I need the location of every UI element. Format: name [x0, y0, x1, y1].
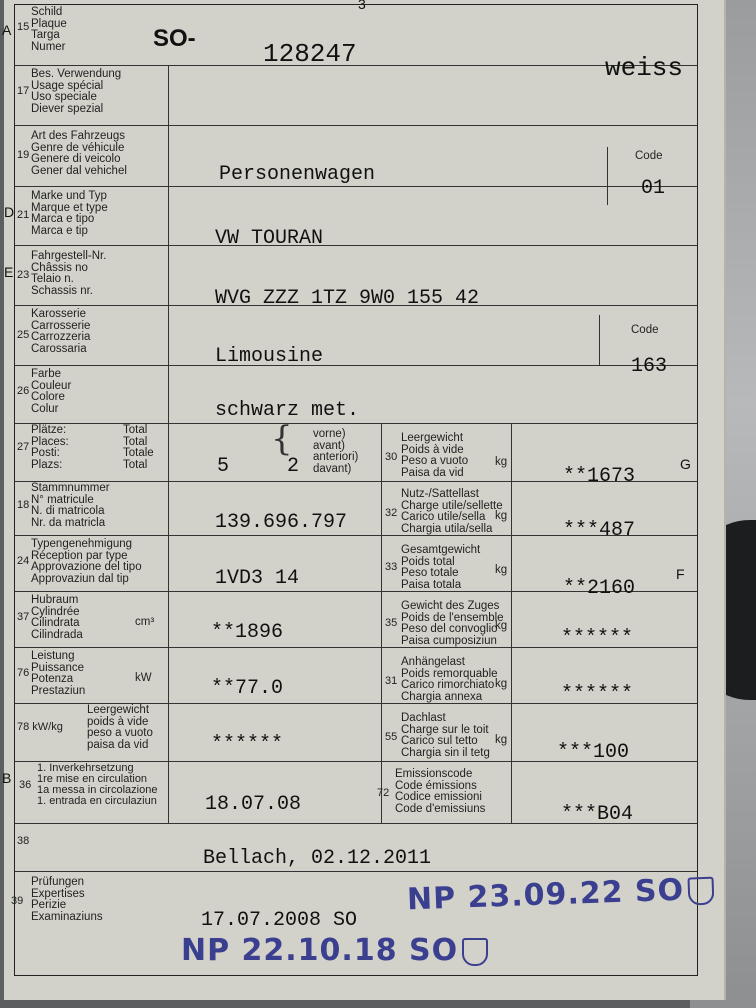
vehicle-kind: Personenwagen [219, 163, 376, 186]
field-55-label: Dachlast Charge sur le toit Carico sul tetto Chargia sin il tetg [401, 712, 490, 759]
field-35-number: 35 [385, 617, 398, 629]
field-15-number: 15 [17, 21, 30, 33]
inspection-stamp-2 [181, 933, 488, 968]
stamp-2-text: NP 22.10.18 SO [181, 933, 459, 968]
field-17-number: 17 [17, 85, 30, 97]
side-letter-e: E [4, 264, 14, 280]
field-72-number: 72 [377, 787, 390, 799]
chassis-number: WVG ZZZ 1TZ 9W0 155 42 [215, 287, 480, 310]
field-32-label: Nutz-/Sattellast Charge utile/sellette Carico utile/sella Chargia utila/sella [401, 488, 503, 535]
inspection-date: 17.07.2008 SO [201, 909, 358, 932]
field-19-number: 19 [17, 149, 30, 161]
field-30-unit: kg [495, 456, 508, 468]
payload: ***487 [563, 519, 636, 542]
field-33-number: 33 [385, 561, 398, 573]
field-24-label: Typengenehmigung Réception par type Approvazione del tipo Approvaziun dal tip [31, 538, 142, 585]
page-number: 3 [358, 0, 366, 12]
power: **77.0 [211, 677, 284, 700]
field-18-label: Stammnummer N° matricule N. di matricola Nr. da matricla [31, 482, 110, 529]
field-27-number: 27 [17, 441, 30, 453]
field-76-unit: kW [135, 672, 152, 684]
field-32-unit: kg [495, 510, 508, 522]
field-32-number: 32 [385, 507, 398, 519]
field-35-unit: kg [495, 620, 508, 632]
field-23-label: Fahrgestell-Nr. Châssis no Telaio n. Schassis nr. [31, 250, 107, 297]
body-type: Limousine [215, 345, 324, 368]
field-23-number: 23 [17, 269, 30, 281]
displacement: **1896 [211, 621, 284, 644]
field-31-number: 31 [385, 675, 398, 687]
field-19-code-label: Code [635, 150, 663, 162]
plate-number: 128247 [263, 39, 357, 69]
field-55-unit: kg [495, 734, 508, 746]
field-26-number: 26 [17, 385, 30, 397]
field-30-number: 30 [385, 451, 398, 463]
field-55-number: 55 [385, 731, 398, 743]
field-36-label: 1. Inverkehrsetzung 1re mise en circulation 1a messa in circolazione 1. entrada en circulaziun [37, 762, 158, 807]
first-registration: 18.07.08 [205, 793, 302, 816]
field-19-label: Art des Fahrzeugs Genre de véhicule Genere di veicolo Gener dal vehichel [31, 130, 127, 177]
field-27-label: Plätze: Places: Posti: Plazs: [31, 424, 69, 471]
field-39-number: 39 [11, 895, 24, 907]
field-25-label: Karosserie Carrosserie Carrozzeria Carossaria [31, 308, 91, 355]
field-21-number: 21 [17, 209, 30, 221]
side-letter-a: A [2, 22, 12, 38]
seats-front: 2 [287, 455, 300, 478]
field-36-number: 36 [19, 779, 32, 791]
vehicle-registration-document [4, 0, 726, 1000]
field-27-total-label: Total Total Totale Total [123, 424, 154, 471]
field-26-label: Farbe Couleur Colore Colur [31, 368, 72, 415]
field-39-label: Prüfungen Expertises Perizie Examinaziuns [31, 876, 103, 923]
field-25-code-label: Code [631, 324, 659, 336]
field-18-number: 18 [17, 499, 30, 511]
field-31-unit: kg [495, 678, 508, 690]
plate-prefix: SO- [153, 25, 196, 52]
make-and-type: VW TOURAN [215, 227, 324, 250]
power-to-weight: ****** [211, 733, 284, 756]
field-33-unit: kg [495, 564, 508, 576]
field-35-label: Gewicht des Zuges Poids de l'ensemble Peso del convoglio Paisa cumposiziun [401, 600, 504, 647]
field-19-code: 01 [641, 177, 666, 200]
canton-shield-icon [462, 938, 488, 966]
field-76-label: Leistung Puissance Potenza Prestaziun [31, 650, 86, 697]
field-24-number: 24 [17, 555, 30, 567]
field-25-code: 163 [631, 355, 668, 378]
seats-total: 5 [217, 455, 230, 478]
brace: { [271, 419, 293, 459]
total-weight: **2160 [563, 577, 636, 600]
field-72-label: Emissionscode Code émissions Codice emissioni Code d'emissiuns [395, 768, 486, 815]
plate-color: weiss [605, 53, 684, 83]
train-weight: ****** [561, 627, 634, 650]
field-37-number: 37 [17, 611, 30, 623]
canton-shield-icon [688, 876, 715, 905]
towing-load: ****** [561, 683, 634, 706]
emission-code: ***B04 [561, 803, 634, 826]
field-25-number: 25 [17, 329, 30, 341]
side-letter-f: F [676, 566, 685, 582]
stamp-1-text: NP 23.09.22 SO [406, 872, 685, 918]
registration-form [11, 4, 698, 976]
field-78-number: 78 kW/kg [17, 721, 63, 733]
master-number: 139.696.797 [215, 511, 348, 534]
field-78-label: Leergewicht poids à vide peso a vuoto paisa da vid [87, 704, 153, 751]
field-38-number: 38 [17, 835, 30, 847]
field-30-label: Leergewicht Poids à vide Peso a vuoto Paisa da vid [401, 432, 469, 479]
field-37-label: Hubraum Cylindrée Cilindrata Cilindrada [31, 594, 83, 641]
field-31-label: Anhängelast Poids remorquable Carico rimorchiato Chargia annexa [401, 656, 498, 703]
place-and-date: Bellach, 02.12.2011 [203, 847, 432, 870]
field-15-label: Schild Plaque Targa Numer [31, 6, 67, 53]
type-approval: 1VD3 14 [215, 567, 300, 590]
field-37-unit: cm³ [135, 616, 155, 628]
field-27-front-label: vorne) avant) anteriori) davant) [313, 428, 359, 475]
empty-weight: **1673 [563, 465, 636, 488]
field-76-number: 76 [17, 667, 30, 679]
field-17-label: Bes. Verwendung Usage spécial Uso speciale Diever spezial [31, 68, 122, 115]
roof-load: ***100 [557, 741, 630, 764]
inspection-stamp-1 [406, 872, 714, 918]
field-33-label: Gesamtgewicht Poids total Peso totale Paisa totala [401, 544, 481, 591]
vehicle-color: schwarz met. [215, 399, 360, 422]
field-21-label: Marke und Typ Marque et type Marca e tipo Marca e tip [31, 190, 108, 237]
side-letter-g: G [680, 456, 691, 472]
side-letter-b: B [2, 770, 12, 786]
side-letter-d: D [4, 204, 15, 220]
